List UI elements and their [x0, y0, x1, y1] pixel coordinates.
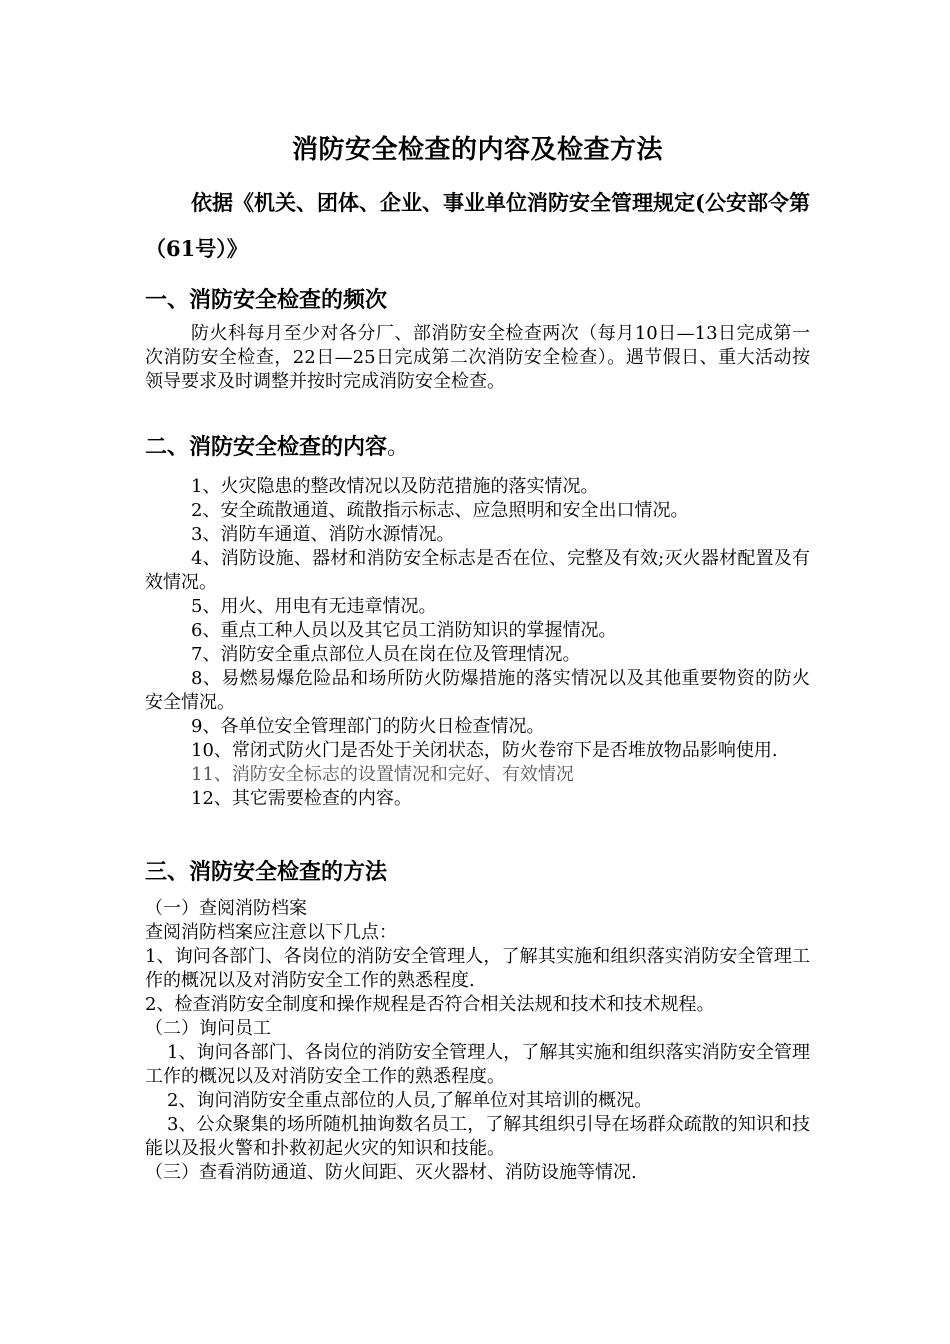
section2-heading-tail: 。 — [387, 435, 410, 460]
list-item: 5、用火、用电有无违章情况。 — [191, 596, 437, 617]
subsection3-label: （三）查看消防通道、防火间距、灭火器材、消防设施等情况. — [145, 1162, 637, 1183]
list-item: 10、常闭式防火门是否处于关闭状态，防火卷帘下是否堆放物品影响使用. — [191, 740, 778, 761]
section1-body: 防火科每月至少对各分厂、部消防安全检查两次（每月10日—13日完成第一次消防安全检查，22日—25日完成第二次消防安全检查）。遇节假日、重大活动按领导要求及时调整并按时完成消防安全检查。 — [145, 323, 810, 392]
document-page — [145, 0, 810, 1344]
list-item: 3、公众聚集的场所随机抽询数名员工，了解其组织引导在场群众疏散的知识和技能以及报火警和扑救初起火灾的知识和技能。 — [145, 1114, 810, 1159]
list-item: 3、消防车通道、消防水源情况。 — [191, 524, 455, 545]
section2-heading — [145, 432, 810, 463]
list-item: 6、重点工种人员以及其它员工消防知识的掌握情况。 — [191, 620, 617, 641]
list-item: 1、火灾隐患的整改情况以及防范措施的落实情况。 — [191, 476, 599, 497]
section3-body — [145, 897, 810, 1185]
document-title: 消防安全检查的内容及检查方法 — [291, 135, 663, 165]
section3-heading: 三、消防安全检查的方法 — [145, 859, 388, 885]
list-item: 4、消防设施、器材和消防安全标志是否在位、完整及有效;灭火器材配置及有效情况。 — [145, 548, 810, 593]
section2-heading-text: 二、消防安全检查的内容 — [145, 434, 388, 460]
subsection1-intro: 查阅消防档案应注意以下几点： — [145, 922, 397, 943]
list-item: 1、询问各部门、各岗位的消防安全管理人，了解其实施和组织落实消防安全管理工作的概况以及对消防安全工作的熟悉程度. — [145, 946, 810, 991]
list-item: 2、安全疏散通道、疏散指示标志、应急照明和安全出口情况。 — [191, 500, 689, 521]
section2-list — [145, 475, 810, 811]
list-item: 11、消防安全标志的设置情况和完好、有效情况 — [191, 764, 574, 785]
list-item: 2、检查消防安全制度和操作规程是否符合相关法规和技术和技术规程。 — [145, 994, 715, 1015]
list-item: 7、消防安全重点部位人员在岗在位及管理情况。 — [191, 644, 581, 665]
subsection1-label: （一）查阅消防档案 — [145, 898, 307, 919]
regulation-basis: 依据《机关、团体、企业、事业单位消防安全管理规定(公安部令第（61号）》 — [145, 190, 810, 261]
list-item: 8、易燃易爆危险品和场所防火防爆措施的落实情况以及其他重要物资的防火安全情况。 — [145, 668, 810, 713]
section1-heading: 一、消防安全检查的频次 — [145, 287, 388, 313]
subsection2-label: （二）询问员工 — [145, 1018, 271, 1039]
list-item: 1、询问各部门、各岗位的消防安全管理人，了解其实施和组织落实消防安全管理工作的概况以及对消防安全工作的熟悉程度。 — [145, 1042, 810, 1087]
list-item: 12、其它需要检查的内容。 — [191, 788, 412, 809]
list-item: 9、各单位安全管理部门的防火日检查情况。 — [191, 716, 545, 737]
section1-body-block — [145, 322, 810, 394]
list-item: 2、询问消防安全重点部位的人员,了解单位对其培训的概况。 — [167, 1090, 653, 1111]
